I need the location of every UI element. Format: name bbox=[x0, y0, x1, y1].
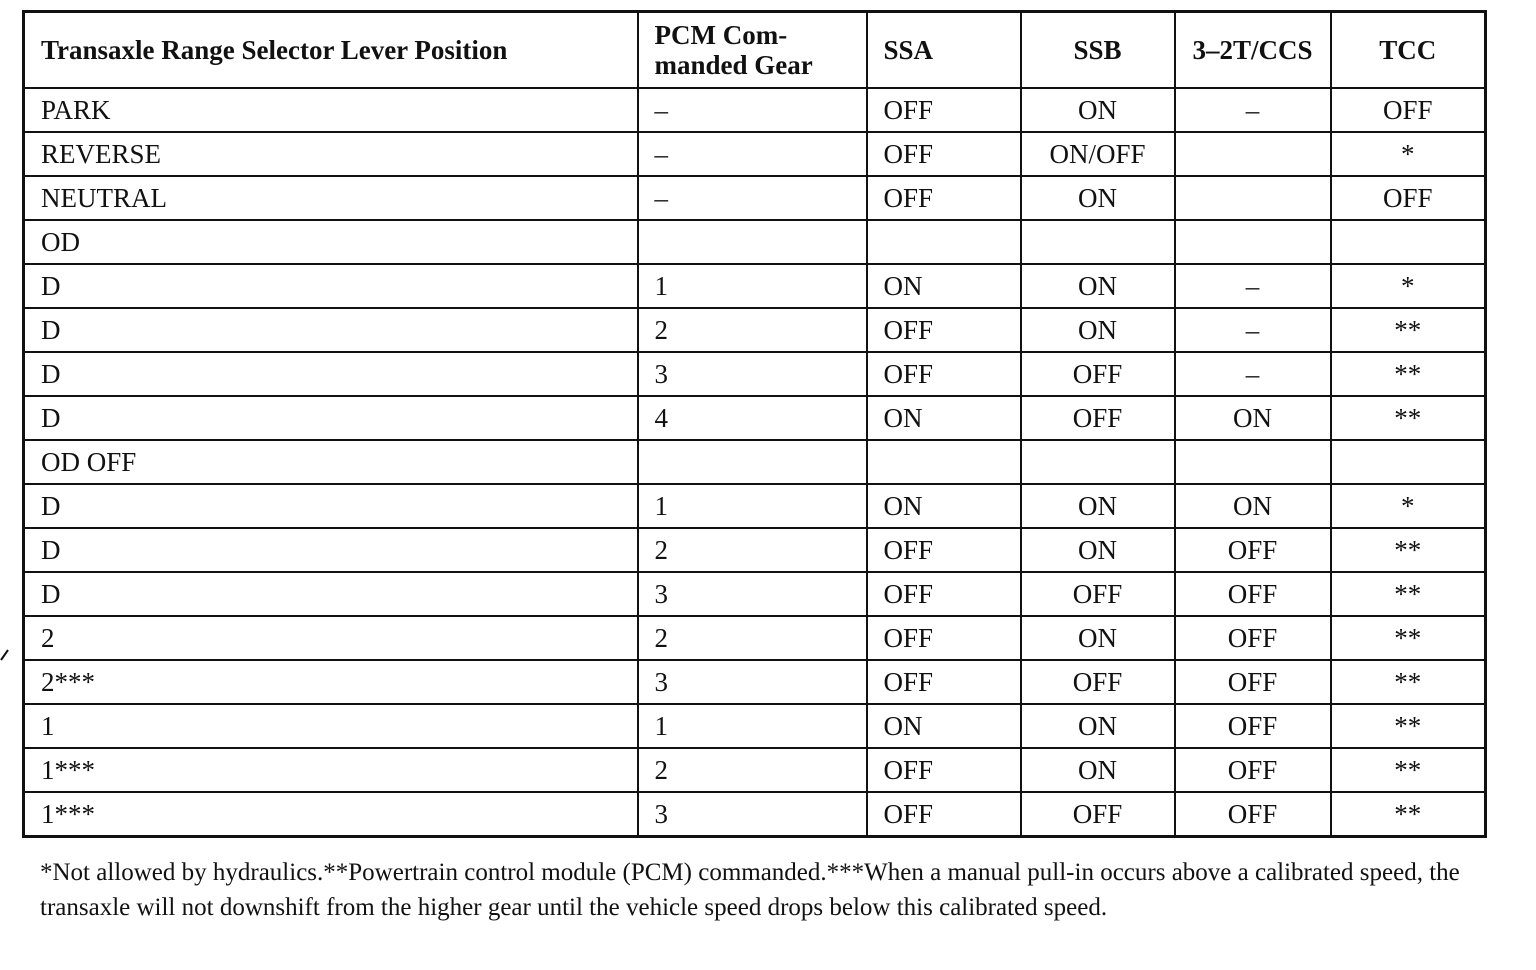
table-row bbox=[24, 88, 1486, 132]
cell-ssb bbox=[1021, 220, 1175, 264]
table-row bbox=[24, 484, 1486, 528]
cell-3-2t-ccs: – bbox=[1175, 88, 1331, 132]
cell-commanded-gear: 2 bbox=[638, 748, 867, 792]
cell-commanded-gear: 2 bbox=[638, 308, 867, 352]
cell-ssa: OFF bbox=[867, 528, 1021, 572]
cell-lever-position: OD OFF bbox=[24, 440, 638, 484]
table-row bbox=[24, 528, 1486, 572]
cell-commanded-gear: 3 bbox=[638, 792, 867, 837]
cell-tcc: ** bbox=[1331, 352, 1486, 396]
table-row bbox=[24, 748, 1486, 792]
cell-3-2t-ccs bbox=[1175, 132, 1331, 176]
cell-ssb: ON bbox=[1021, 528, 1175, 572]
cell-tcc: * bbox=[1331, 132, 1486, 176]
header-tcc: TCC bbox=[1331, 12, 1486, 89]
cell-lever-position: D bbox=[24, 528, 638, 572]
cell-3-2t-ccs: OFF bbox=[1175, 792, 1331, 837]
cell-tcc: ** bbox=[1331, 528, 1486, 572]
cell-lever-position: D bbox=[24, 572, 638, 616]
cell-tcc: ** bbox=[1331, 572, 1486, 616]
cell-ssa: ON bbox=[867, 264, 1021, 308]
cell-3-2t-ccs: – bbox=[1175, 308, 1331, 352]
cell-tcc: * bbox=[1331, 484, 1486, 528]
cell-lever-position: REVERSE bbox=[24, 132, 638, 176]
cell-ssb: ON bbox=[1021, 264, 1175, 308]
cell-lever-position: 2*** bbox=[24, 660, 638, 704]
table-row bbox=[24, 176, 1486, 220]
cell-commanded-gear bbox=[638, 440, 867, 484]
cell-3-2t-ccs: ON bbox=[1175, 396, 1331, 440]
cell-ssb: ON/OFF bbox=[1021, 132, 1175, 176]
cell-tcc: ** bbox=[1331, 748, 1486, 792]
cell-commanded-gear: 4 bbox=[638, 396, 867, 440]
header-lever-position: Transaxle Range Selector Lever Position bbox=[24, 12, 638, 89]
cell-commanded-gear: 2 bbox=[638, 528, 867, 572]
cell-lever-position: 1*** bbox=[24, 748, 638, 792]
cell-ssa: OFF bbox=[867, 616, 1021, 660]
cell-tcc: ** bbox=[1331, 308, 1486, 352]
cell-ssa: ON bbox=[867, 484, 1021, 528]
cell-3-2t-ccs: OFF bbox=[1175, 528, 1331, 572]
cell-ssb: OFF bbox=[1021, 572, 1175, 616]
cell-3-2t-ccs: – bbox=[1175, 352, 1331, 396]
cell-ssb: ON bbox=[1021, 308, 1175, 352]
table-row bbox=[24, 352, 1486, 396]
table-row bbox=[24, 220, 1486, 264]
cell-ssa: OFF bbox=[867, 792, 1021, 837]
header-commanded-gear: PCM Com-manded Gear bbox=[638, 12, 867, 89]
cell-ssb: ON bbox=[1021, 176, 1175, 220]
cell-3-2t-ccs: ON bbox=[1175, 484, 1331, 528]
cell-lever-position: D bbox=[24, 308, 638, 352]
table-body bbox=[24, 88, 1486, 837]
cell-lever-position: 1*** bbox=[24, 792, 638, 837]
cell-lever-position: D bbox=[24, 264, 638, 308]
header-3-2t-ccs: 3–2T/CCS bbox=[1175, 12, 1331, 89]
cell-3-2t-ccs bbox=[1175, 176, 1331, 220]
cell-tcc bbox=[1331, 440, 1486, 484]
cell-ssb: ON bbox=[1021, 616, 1175, 660]
header-ssb: SSB bbox=[1021, 12, 1175, 89]
cell-lever-position: 1 bbox=[24, 704, 638, 748]
cell-ssb: ON bbox=[1021, 704, 1175, 748]
cell-commanded-gear: – bbox=[638, 176, 867, 220]
cell-lever-position: 2 bbox=[24, 616, 638, 660]
cell-ssa: OFF bbox=[867, 660, 1021, 704]
cell-ssa: OFF bbox=[867, 176, 1021, 220]
cell-ssa: OFF bbox=[867, 132, 1021, 176]
table-row bbox=[24, 132, 1486, 176]
cell-tcc: ** bbox=[1331, 792, 1486, 837]
cell-tcc: OFF bbox=[1331, 88, 1486, 132]
cell-3-2t-ccs: – bbox=[1175, 264, 1331, 308]
table-row bbox=[24, 704, 1486, 748]
cell-commanded-gear: 1 bbox=[638, 484, 867, 528]
table-header-row bbox=[24, 12, 1486, 89]
table-row bbox=[24, 264, 1486, 308]
cell-commanded-gear bbox=[638, 220, 867, 264]
cell-ssb: OFF bbox=[1021, 660, 1175, 704]
cell-lever-position: D bbox=[24, 396, 638, 440]
cell-tcc: ** bbox=[1331, 704, 1486, 748]
cell-3-2t-ccs bbox=[1175, 440, 1331, 484]
cell-ssb: OFF bbox=[1021, 792, 1175, 837]
table-row bbox=[24, 440, 1486, 484]
cell-lever-position: OD bbox=[24, 220, 638, 264]
cell-ssa: OFF bbox=[867, 748, 1021, 792]
cell-ssa: OFF bbox=[867, 352, 1021, 396]
cell-tcc: ** bbox=[1331, 616, 1486, 660]
cell-commanded-gear: 2 bbox=[638, 616, 867, 660]
cell-3-2t-ccs: OFF bbox=[1175, 748, 1331, 792]
cell-commanded-gear: – bbox=[638, 88, 867, 132]
cell-3-2t-ccs: OFF bbox=[1175, 704, 1331, 748]
cell-commanded-gear: 3 bbox=[638, 572, 867, 616]
table-footnote: *Not allowed by hydraulics.**Powertrain control module (PCM) commanded.***When a manual pull-in occurs above a calibrated speed, the transaxle will not downshift from the higher gear until the vehicle speed drops below this calibrated speed. bbox=[40, 859, 1460, 921]
cell-lever-position: D bbox=[24, 352, 638, 396]
table-row bbox=[24, 660, 1486, 704]
cell-3-2t-ccs bbox=[1175, 220, 1331, 264]
cell-3-2t-ccs: OFF bbox=[1175, 616, 1331, 660]
cell-ssb: ON bbox=[1021, 748, 1175, 792]
cell-tcc: ** bbox=[1331, 396, 1486, 440]
header-ssa: SSA bbox=[867, 12, 1021, 89]
cell-tcc: OFF bbox=[1331, 176, 1486, 220]
table-row bbox=[24, 616, 1486, 660]
cell-ssa: ON bbox=[867, 396, 1021, 440]
cell-ssa: OFF bbox=[867, 572, 1021, 616]
table-row bbox=[24, 308, 1486, 352]
cell-commanded-gear: 3 bbox=[638, 660, 867, 704]
cell-ssa: OFF bbox=[867, 308, 1021, 352]
cell-lever-position: D bbox=[24, 484, 638, 528]
shift-solenoid-table bbox=[22, 10, 1487, 838]
cell-ssa bbox=[867, 440, 1021, 484]
cell-tcc: ** bbox=[1331, 660, 1486, 704]
cell-commanded-gear: – bbox=[638, 132, 867, 176]
table-row bbox=[24, 572, 1486, 616]
cell-3-2t-ccs: OFF bbox=[1175, 572, 1331, 616]
cell-ssa: ON bbox=[867, 704, 1021, 748]
cell-commanded-gear: 1 bbox=[638, 704, 867, 748]
cell-lever-position: PARK bbox=[24, 88, 638, 132]
cell-ssb: ON bbox=[1021, 484, 1175, 528]
cell-commanded-gear: 3 bbox=[638, 352, 867, 396]
table-row bbox=[24, 792, 1486, 837]
margin-tick-mark bbox=[0, 648, 10, 662]
cell-tcc bbox=[1331, 220, 1486, 264]
cell-lever-position: NEUTRAL bbox=[24, 176, 638, 220]
cell-ssb: ON bbox=[1021, 88, 1175, 132]
cell-ssa: OFF bbox=[867, 88, 1021, 132]
table-row bbox=[24, 396, 1486, 440]
cell-ssb: OFF bbox=[1021, 396, 1175, 440]
cell-tcc: * bbox=[1331, 264, 1486, 308]
cell-ssa bbox=[867, 220, 1021, 264]
cell-3-2t-ccs: OFF bbox=[1175, 660, 1331, 704]
cell-commanded-gear: 1 bbox=[638, 264, 867, 308]
cell-ssb bbox=[1021, 440, 1175, 484]
cell-ssb: OFF bbox=[1021, 352, 1175, 396]
